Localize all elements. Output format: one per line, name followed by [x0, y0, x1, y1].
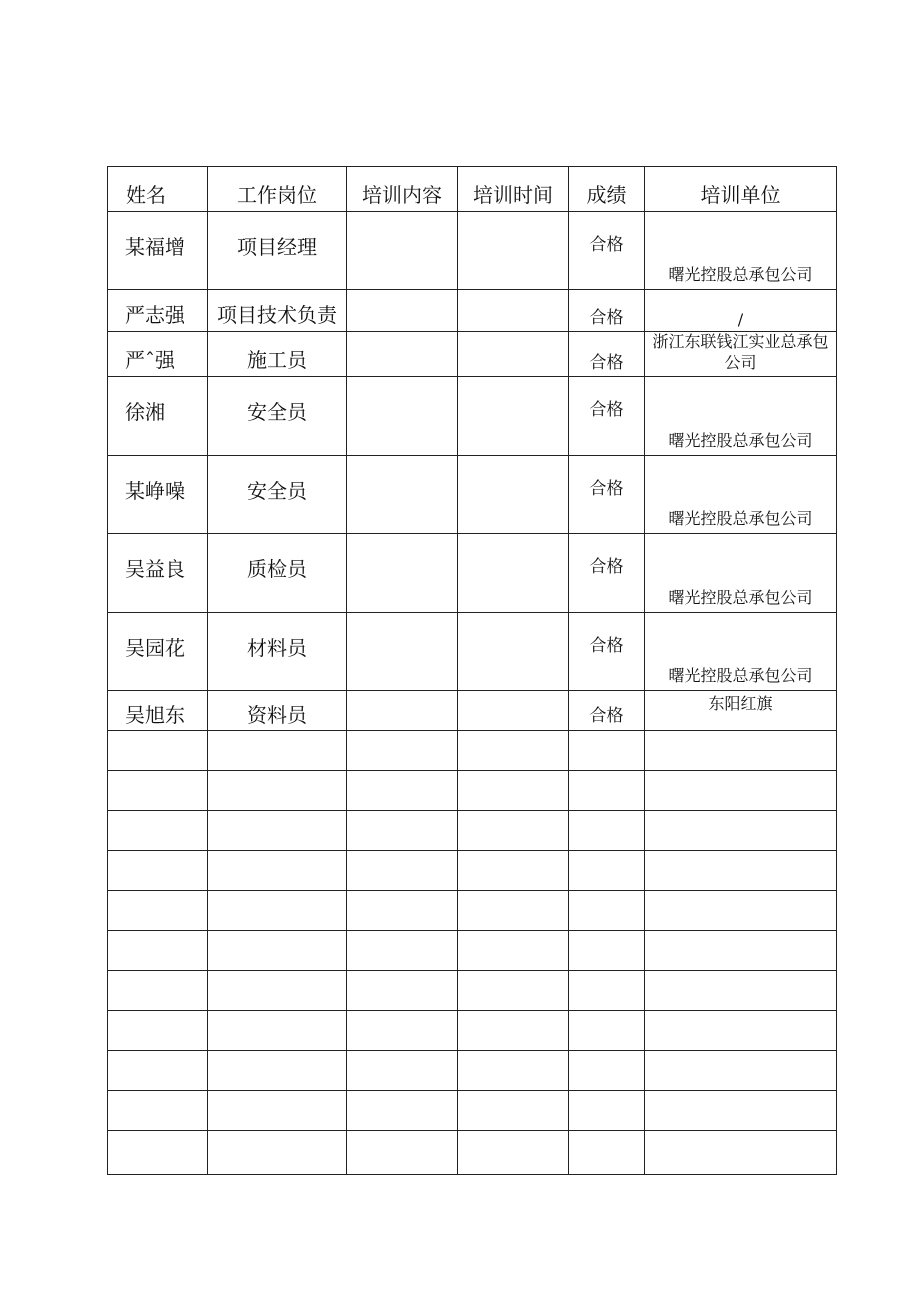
cell-time [458, 456, 569, 534]
empty-row [108, 731, 837, 771]
empty-cell [645, 931, 837, 971]
empty-cell [458, 931, 569, 971]
table-row [108, 332, 837, 377]
cell-time [458, 377, 569, 456]
cell-content [347, 290, 458, 332]
empty-cell [208, 771, 347, 811]
empty-cell [569, 891, 645, 931]
header-content: 培训内容 [347, 167, 458, 212]
cell-unit: 曙光控股总承包公司 [645, 613, 837, 691]
cell-content [347, 534, 458, 613]
empty-cell [108, 971, 208, 1011]
empty-cell [108, 811, 208, 851]
empty-cell [569, 811, 645, 851]
cell-unit: 曙光控股总承包公司 [645, 377, 837, 456]
empty-cell [108, 1011, 208, 1051]
cell-name: 某福增 [108, 212, 208, 290]
cell-time [458, 332, 569, 377]
cell-position: 质检员 [208, 534, 347, 613]
cell-unit: / [645, 290, 837, 332]
empty-cell [108, 1131, 208, 1175]
empty-cell [645, 771, 837, 811]
empty-cell [458, 731, 569, 771]
empty-cell [108, 771, 208, 811]
cell-content [347, 332, 458, 377]
empty-cell [208, 971, 347, 1011]
cell-time [458, 691, 569, 731]
cell-name: 严ˆ强 [108, 332, 208, 377]
cell-name: 吴园花 [108, 613, 208, 691]
empty-cell [645, 731, 837, 771]
empty-cell [208, 731, 347, 771]
cell-position: 安全员 [208, 377, 347, 456]
empty-cell [108, 851, 208, 891]
cell-score: 合格 [569, 534, 645, 613]
cell-position: 安全员 [208, 456, 347, 534]
cell-score: 合格 [569, 377, 645, 456]
cell-time [458, 613, 569, 691]
empty-cell [347, 891, 458, 931]
cell-unit: 曙光控股总承包公司 [645, 456, 837, 534]
empty-cell [347, 811, 458, 851]
empty-cell [208, 891, 347, 931]
table-row [108, 290, 837, 332]
empty-cell [645, 811, 837, 851]
empty-cell [645, 1051, 837, 1091]
cell-position: 材料员 [208, 613, 347, 691]
empty-cell [645, 891, 837, 931]
cell-content [347, 212, 458, 290]
cell-score: 合格 [569, 456, 645, 534]
empty-cell [208, 811, 347, 851]
empty-cell [569, 771, 645, 811]
cell-content [347, 613, 458, 691]
empty-row [108, 971, 837, 1011]
header-row [108, 167, 837, 212]
empty-cell [458, 811, 569, 851]
empty-cell [458, 971, 569, 1011]
cell-position: 施工员 [208, 332, 347, 377]
table-row [108, 377, 837, 456]
cell-content [347, 456, 458, 534]
empty-cell [208, 1011, 347, 1051]
empty-cell [569, 851, 645, 891]
empty-cell [645, 1091, 837, 1131]
cell-unit: 曙光控股总承包公司 [645, 534, 837, 613]
cell-content [347, 377, 458, 456]
empty-row [108, 811, 837, 851]
empty-cell [347, 1011, 458, 1051]
empty-cell [347, 1051, 458, 1091]
training-roster-table [107, 166, 837, 1175]
empty-cell [208, 1091, 347, 1131]
empty-cell [108, 1091, 208, 1131]
empty-cell [458, 771, 569, 811]
cell-score: 合格 [569, 290, 645, 332]
empty-cell [347, 931, 458, 971]
cell-score: 合格 [569, 212, 645, 290]
empty-cell [347, 1091, 458, 1131]
empty-cell [458, 851, 569, 891]
cell-name: 吴益良 [108, 534, 208, 613]
empty-cell [458, 1051, 569, 1091]
cell-time [458, 534, 569, 613]
empty-cell [645, 971, 837, 1011]
empty-row [108, 1051, 837, 1091]
cell-time [458, 290, 569, 332]
empty-cell [347, 851, 458, 891]
cell-time [458, 212, 569, 290]
empty-cell [569, 931, 645, 971]
header-score: 成绩 [569, 167, 645, 212]
table-row [108, 212, 837, 290]
header-unit: 培训单位 [645, 167, 837, 212]
cell-name: 徐湘 [108, 377, 208, 456]
empty-row [108, 851, 837, 891]
cell-unit: 浙江东联钱江实业总承包公司 [645, 332, 837, 377]
cell-score: 合格 [569, 691, 645, 731]
empty-cell [347, 771, 458, 811]
empty-cell [458, 1131, 569, 1175]
table-row [108, 613, 837, 691]
empty-row [108, 1011, 837, 1051]
empty-cell [569, 1091, 645, 1131]
empty-cell [645, 851, 837, 891]
empty-row [108, 1131, 837, 1175]
table-row [108, 534, 837, 613]
cell-name: 吴旭东 [108, 691, 208, 731]
empty-row [108, 1091, 837, 1131]
table-row [108, 691, 837, 731]
empty-row [108, 931, 837, 971]
empty-cell [108, 731, 208, 771]
empty-cell [347, 731, 458, 771]
cell-name: 严志强 [108, 290, 208, 332]
table-row [108, 456, 837, 534]
empty-cell [347, 971, 458, 1011]
empty-cell [208, 1051, 347, 1091]
cell-position: 资料员 [208, 691, 347, 731]
empty-cell [347, 1131, 458, 1175]
empty-row [108, 771, 837, 811]
empty-row [108, 891, 837, 931]
cell-content [347, 691, 458, 731]
cell-score: 合格 [569, 613, 645, 691]
header-position: 工作岗位 [208, 167, 347, 212]
empty-cell [645, 1131, 837, 1175]
empty-cell [108, 1051, 208, 1091]
empty-cell [645, 1011, 837, 1051]
cell-unit: 曙光控股总承包公司 [645, 212, 837, 290]
empty-cell [208, 851, 347, 891]
empty-cell [569, 1011, 645, 1051]
header-time: 培训时间 [458, 167, 569, 212]
empty-cell [569, 1131, 645, 1175]
empty-cell [208, 1131, 347, 1175]
empty-cell [458, 1011, 569, 1051]
cell-position: 项目技术负责 [208, 290, 347, 332]
empty-cell [458, 1091, 569, 1131]
empty-cell [458, 891, 569, 931]
empty-cell [569, 971, 645, 1011]
cell-unit: 东阳红旗 [645, 691, 837, 731]
empty-cell [569, 731, 645, 771]
header-name: 姓名 [108, 167, 208, 212]
empty-cell [569, 1051, 645, 1091]
empty-cell [208, 931, 347, 971]
cell-position: 项目经理 [208, 212, 347, 290]
cell-name: 某峥噪 [108, 456, 208, 534]
cell-score: 合格 [569, 332, 645, 377]
empty-cell [108, 931, 208, 971]
empty-cell [108, 891, 208, 931]
